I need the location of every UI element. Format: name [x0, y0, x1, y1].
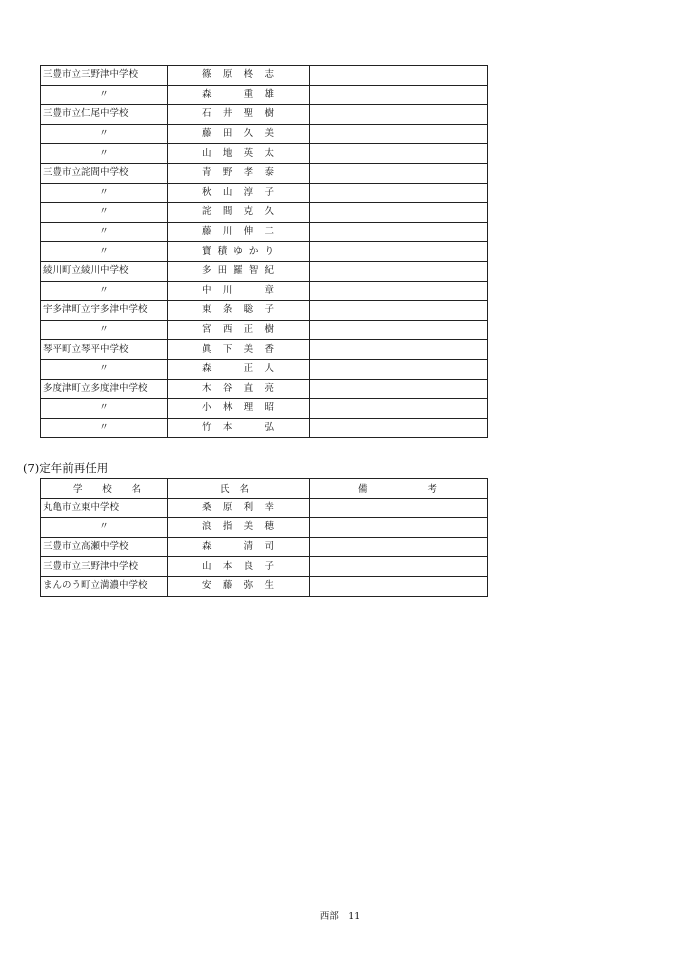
table-row [41, 399, 488, 419]
name-cell: 眞下美香 [168, 340, 310, 360]
remarks-cell [310, 498, 488, 518]
remarks-cell [310, 379, 488, 399]
school-cell: 〃 [41, 320, 168, 340]
remarks-cell [310, 183, 488, 203]
school-cell: 〃 [41, 242, 168, 262]
name-cell: 秋山淳子 [168, 183, 310, 203]
remarks-cell [310, 261, 488, 281]
remarks-cell [310, 557, 488, 577]
name-cell: 中川 章 [168, 281, 310, 301]
name-cell: 小林理昭 [168, 399, 310, 419]
name-cell: 森 正人 [168, 359, 310, 379]
name-cell: 寶積ゆかり [168, 242, 310, 262]
table-row [41, 124, 488, 144]
school-cell: 三豊市立高瀬中学校 [41, 537, 168, 557]
table-row [41, 301, 488, 321]
name-cell: 藤田久美 [168, 124, 310, 144]
remarks-cell [310, 124, 488, 144]
remarks-cell [310, 85, 488, 105]
table-row [41, 418, 488, 438]
name-cell: 石井聖樹 [168, 105, 310, 125]
page-footer: 西部 11 [319, 911, 361, 922]
name-cell: 詫間克久 [168, 203, 310, 223]
name-cell: 山地英太 [168, 144, 310, 164]
school-cell: 三豊市立仁尾中学校 [41, 105, 168, 125]
name-cell: 森 重雄 [168, 85, 310, 105]
table-row [41, 379, 488, 399]
name-cell: 青野孝泰 [168, 163, 310, 183]
name-cell: 竹本 弘 [168, 418, 310, 438]
name-cell: 山本良子 [168, 557, 310, 577]
remarks-cell [310, 359, 488, 379]
remarks-cell [310, 105, 488, 125]
school-cell: 丸亀市立東中学校 [41, 498, 168, 518]
remarks-cell [310, 203, 488, 223]
school-cell: 多度津町立多度津中学校 [41, 379, 168, 399]
name-cell: 森 清司 [168, 537, 310, 557]
name-cell: 安藤弥生 [168, 576, 310, 596]
header-name: 氏 名 [168, 479, 310, 499]
table-row [41, 281, 488, 301]
name-cell: 篠原柊志 [168, 66, 310, 86]
remarks-cell [310, 144, 488, 164]
remarks-cell [310, 576, 488, 596]
table-row [41, 203, 488, 223]
school-cell: 〃 [41, 222, 168, 242]
remarks-cell [310, 66, 488, 86]
school-cell: 〃 [41, 359, 168, 379]
school-cell: 〃 [41, 85, 168, 105]
section-title: (7)定年前再任用 [23, 461, 109, 475]
reemployment-table-body [41, 498, 488, 596]
table-row [41, 359, 488, 379]
table-row [41, 340, 488, 360]
school-cell: 綾川町立綾川中学校 [41, 261, 168, 281]
remarks-cell [310, 222, 488, 242]
remarks-cell [310, 399, 488, 419]
table-row [41, 498, 488, 518]
staff-table-body [41, 66, 488, 438]
name-cell: 木谷直亮 [168, 379, 310, 399]
remarks-cell [310, 418, 488, 438]
staff-table [40, 65, 488, 438]
table-row [41, 557, 488, 577]
table-row [41, 105, 488, 125]
table-row [41, 183, 488, 203]
remarks-cell [310, 518, 488, 538]
school-cell: 琴平町立琴平中学校 [41, 340, 168, 360]
school-cell: 三豊市立三野津中学校 [41, 66, 168, 86]
table-row [41, 537, 488, 557]
school-cell: 〃 [41, 399, 168, 419]
remarks-cell [310, 281, 488, 301]
header-school: 学 校 名 [41, 479, 168, 499]
table-row [41, 320, 488, 340]
table-row [41, 518, 488, 538]
table-row [41, 66, 488, 86]
table-row [41, 85, 488, 105]
name-cell: 浪指美穂 [168, 518, 310, 538]
table-row [41, 576, 488, 596]
school-cell: 〃 [41, 144, 168, 164]
table-row [41, 222, 488, 242]
remarks-cell [310, 163, 488, 183]
remarks-cell [310, 340, 488, 360]
remarks-cell [310, 242, 488, 262]
school-cell: 〃 [41, 183, 168, 203]
school-cell: 〃 [41, 124, 168, 144]
table-row [41, 242, 488, 262]
name-cell: 藤川伸二 [168, 222, 310, 242]
table-row [41, 261, 488, 281]
table-header-row [41, 479, 488, 499]
school-cell: 〃 [41, 281, 168, 301]
table-row [41, 163, 488, 183]
school-cell: 三豊市立三野津中学校 [41, 557, 168, 577]
school-cell: 宇多津町立宇多津中学校 [41, 301, 168, 321]
name-cell: 宮西正樹 [168, 320, 310, 340]
remarks-cell [310, 537, 488, 557]
school-cell: 三豊市立詫間中学校 [41, 163, 168, 183]
header-remarks: 備 考 [310, 479, 488, 499]
table-row [41, 144, 488, 164]
name-cell: 多田羅智紀 [168, 261, 310, 281]
name-cell: 東条聡子 [168, 301, 310, 321]
name-cell: 桑原利幸 [168, 498, 310, 518]
remarks-cell [310, 301, 488, 321]
reemployment-table [40, 478, 488, 597]
remarks-cell [310, 320, 488, 340]
school-cell: 〃 [41, 518, 168, 538]
school-cell: 〃 [41, 203, 168, 223]
school-cell: まんのう町立満濃中学校 [41, 576, 168, 596]
school-cell: 〃 [41, 418, 168, 438]
